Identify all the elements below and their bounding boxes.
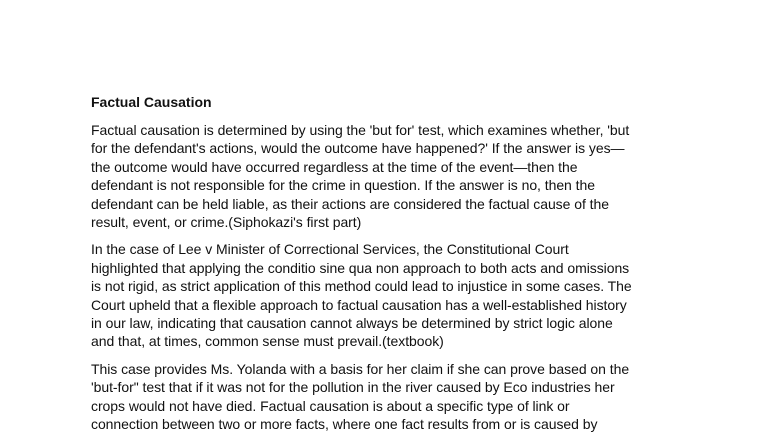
text-line: Factual causation is determined by using the 'but for' test, which examines whether, 'but [91, 122, 630, 138]
text-line: and that, at times, common sense must prevail.(textbook) [91, 333, 444, 350]
text-line: result, event, or crime.(Siphokazi's first part) [91, 214, 362, 231]
text-line: the outcome would have occurred regardless at the time of the event—then the [91, 158, 578, 175]
text-line: defendant can be held liable, as their actions are considered the factual cause of the [91, 195, 609, 212]
paragraph-but-for-test [91, 121, 696, 231]
text-line: defendant is not responsible for the crime in question. If the answer is no, then the [91, 177, 595, 194]
text-line: This case provides Ms. Yolanda with a basis for her claim if she can prove based on the [91, 360, 630, 377]
text-line: in our law, indicating that causation cannot always be determined by strict logic alone [91, 315, 613, 332]
document-body [91, 93, 696, 441]
text-line: In the case of Lee v Minister of Correctional Services, the Constitutional Court [91, 241, 569, 258]
section-heading: Factual Causation [91, 94, 212, 110]
text-line: for the defendant's actions, would the outcome have happened?' If the answer is yes— [91, 140, 625, 157]
text-line: highlighted that applying the conditio sine qua non approach to both acts and omissions [91, 259, 630, 276]
text-line: crops would not have died. Factual causation is about a specific type of link or [91, 397, 570, 414]
text-line: 'but-for" test that if it was not for the pollution in the river caused by Eco industries her [91, 379, 615, 396]
text-line: Court upheld that a flexible approach to factual causation has a well-established history [91, 296, 627, 313]
paragraph-lee-case [91, 240, 696, 350]
text-line: connection between two or more facts, where one fact results from or is caused by [91, 416, 598, 433]
text-line: is not rigid, as strict application of this method could lead to injustice in some cases. The [91, 278, 632, 295]
paragraph-yolanda-claim [91, 360, 696, 434]
